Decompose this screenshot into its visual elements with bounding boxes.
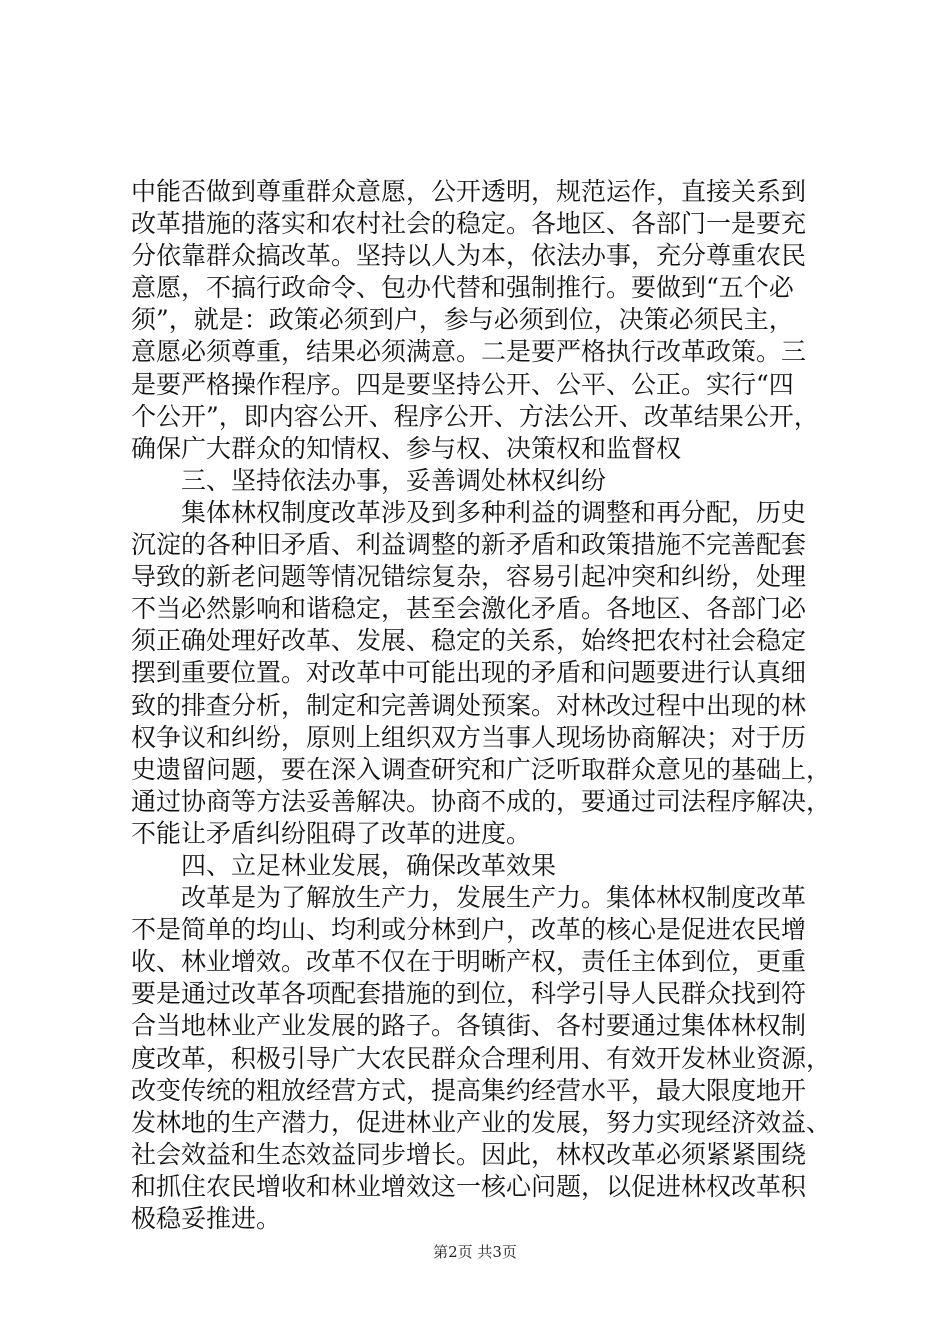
text-line: 合当地林业产业发展的路子。各镇街、各村要通过集体林权制	[131, 1011, 807, 1041]
text-line: 须”，就是：政策必须到户，参与必须到位，决策必须民主，	[131, 305, 794, 335]
text-line: 收、林业增效。改革不仅在于明晰产权，责任主体到位，更重	[131, 947, 807, 977]
text-line: 要是通过改革各项配套措施的到位，科学引导人民群众找到符	[131, 979, 807, 1009]
text-line: 史遗留问题，要在深入调查研究和广泛听取群众意见的基础上，	[131, 754, 831, 784]
text-line: 三、坚持依法办事，妥善调处林权纠纷	[131, 465, 607, 495]
text-line: 意愿必须尊重，结果必须满意。二是要严格执行改革政策。三	[131, 337, 807, 367]
document-body	[131, 176, 831, 1235]
text-line: 权争议和纠纷，原则上组织双方当事人现场协商解决；对于历	[131, 722, 807, 752]
text-line: 不是简单的均山、均利或分林到户，改革的核心是促进农民增	[131, 915, 807, 945]
text-line: 致的排查分析，制定和完善调处预案。对林改过程中出现的林	[131, 690, 807, 720]
text-line: 度改革，积极引导广大农民群众合理利用、有效开发林业资源，	[131, 1043, 831, 1073]
text-line: 中能否做到尊重群众意愿，公开透明，规范运作，直接关系到	[131, 177, 807, 206]
text-line: 个公开”，即内容公开、程序公开、方法公开、改革结果公开，	[131, 401, 819, 431]
page-footer: 第2页 共3页	[433, 1243, 517, 1261]
text-line: 确保广大群众的知情权、参与权、决策权和监督权	[131, 433, 682, 463]
text-line: 集体林权制度改革涉及到多种利益的调整和再分配，历史	[131, 497, 807, 527]
text-line: 和抓住农民增收和林业增效这一核心问题，以促进林权改革积	[131, 1171, 807, 1201]
text-line: 不能让矛盾纠纷阻碍了改革的进度。	[131, 818, 532, 848]
text-line: 是要严格操作程序。四是要坚持公开、公平、公正。实行“四	[131, 369, 794, 399]
text-line: 意愿，不搞行政命令、包办代替和强制推行。要做到“五个必	[131, 273, 794, 303]
text-line: 极稳妥推进。	[131, 1204, 282, 1233]
text-line: 改革措施的落实和农村社会的稳定。各地区、各部门一是要充	[131, 209, 807, 239]
text-line: 摆到重要位置。对改革中可能出现的矛盾和问题要进行认真细	[131, 658, 807, 688]
text-line: 发林地的生产潜力，促进林业产业的发展，努力实现经济效益、	[131, 1107, 831, 1137]
text-line: 社会效益和生态效益同步增长。因此，林权改革必须紧紧围绕	[131, 1139, 807, 1169]
text-line: 沉淀的各种旧矛盾、利益调整的新矛盾和政策措施不完善配套	[131, 530, 807, 560]
text-line: 通过协商等方法妥善解决。协商不成的，要通过司法程序解决，	[131, 786, 831, 816]
text-line: 分依靠群众搞改革。坚持以人为本，依法办事，充分尊重农民	[131, 241, 807, 271]
text-line: 改变传统的粗放经营方式，提高集约经营水平，最大限度地开	[131, 1075, 807, 1105]
text-line: 改革是为了解放生产力，发展生产力。集体林权制度改革	[131, 883, 807, 913]
text-line: 不当必然影响和谐稳定，甚至会激化矛盾。各地区、各部门必	[131, 594, 807, 624]
text-line: 导致的新老问题等情况错综复杂，容易引起冲突和纠纷，处理	[131, 562, 807, 592]
text-line: 须正确处理好改革、发展、稳定的关系，始终把农村社会稳定	[131, 626, 807, 656]
text-line: 四、立足林业发展，确保改革效果	[131, 850, 557, 880]
